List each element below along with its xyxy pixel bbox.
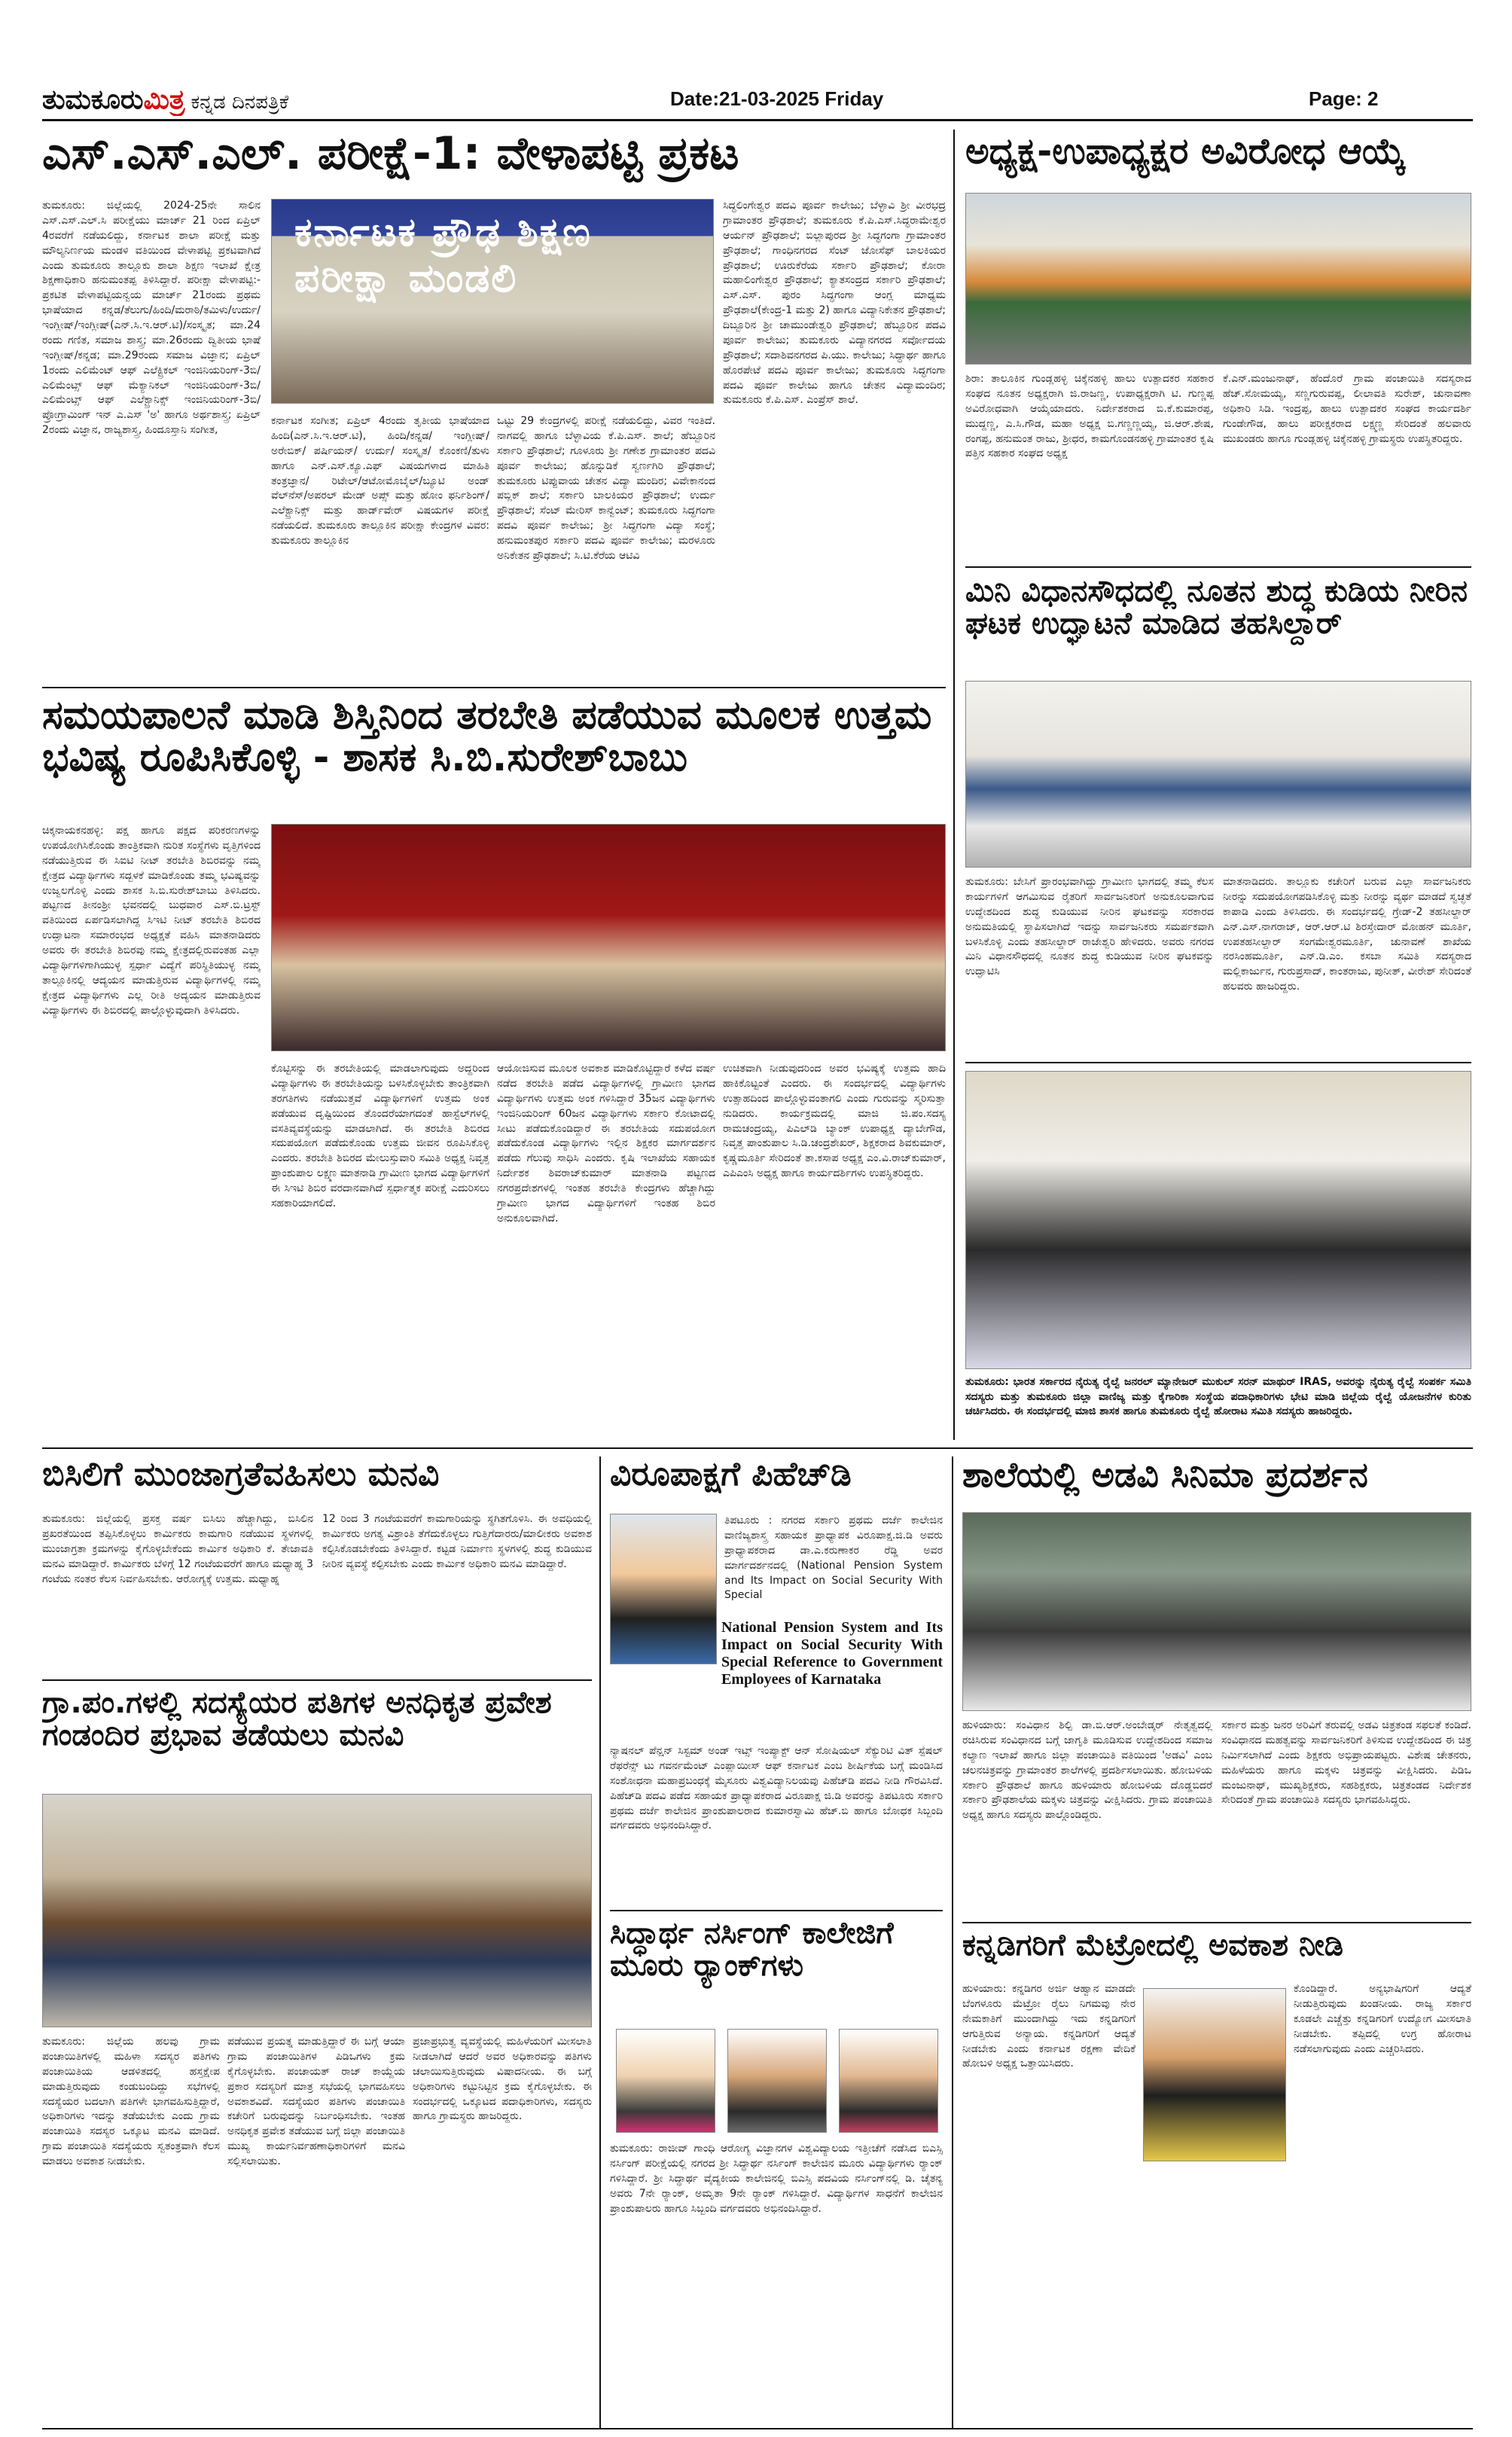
virupaksha-col1: ತಿಪಟೂರು : ನಗರದ ಸರ್ಕಾರಿ ಪ್ರಥಮ ದರ್ಜೆ ಕಾಲೇಜಿನ ವಾಣಿಜ್ಯಶಾಸ್ತ್ರ ಸಹಾಯಕ ಪ್ರಾಧ್ಯಾಪಕ ವಿರೂಪಾಕ್ಷ.ಜಿ.ಡಿ ಅವರು ಪ್ರಾಧ್ಯಾಪಕರಾದ ಡಾ.ಎ.ಕರುಣಾಕರ ರೆಡ್ಡಿ ಅವರ ಮಾರ್ಗದರ್ಶನದಲ್ಲಿ (National Pension System and Its Impact on Social Security With Special xyxy=(724,1514,943,1602)
punctuality-col2: ಕೊಟ್ಟಿಸನ್ನು ಈ ತರಬೇತಿಯಲ್ಲಿ ಮಾಡಲಾಗುವುದು ಅದ್ದರಿಂದ ವಿದ್ಯಾರ್ಥಿಗಳು ಈ ತರಬೇತಿಯನ್ನು ಬಳಸಿಕೊಳ್ಳಬೇಕು ತಾಂತ್ರಿಕವಾಗಿ ತರಗತಿಗಳು ನಡೆಯುತ್ತವೆ ವಿದ್ಯಾರ್ಥಿಗಳಿಗೆ ಉತ್ತಮ ಅಂಕ ಪಡೆಯುವ ದೃಷ್ಟಿಯಿಂದ ತೊಂದರೆಯಾಗದಂತೆ ಹಾಸ್ಟೆಲ್‌ಗಳಲ್ಲಿ ವಸತಿವ್ಯವಸ್ಥೆಯನ್ನು ಮಾಡಲಾಗಿದೆ. ಈ ತರಬೇತಿ ಶಿಬಿರದ ಸದುಪಯೋಗ ಪಡೆದುಕೊಂಡು ಉತ್ತಮ ಜೀವನ ರೂಪಿಸಿಕೊಳ್ಳಿ ಎಂದರು. ತರಬೇತಿ ಶಿಬಿರದ ಮೇಲುಸ್ತುವಾರಿ ಸಮಿತಿ ಅಧ್ಯಕ್ಷ ನಿವೃತ್ತ ಪ್ರಾಂಶುಪಾಲ ಲಕ್ಷ್ಮಣ ಮಾತನಾಡಿ ಗ್ರಾಮೀಣ ಭಾಗದ ವಿದ್ಯಾರ್ಥಿಗಳಿಗೆ ಈ ಸಿಇಟಿ ಶಿಬಿರ ವರದಾನವಾಗಿದೆ ಸ್ಪರ್ಧಾತ್ಮಕ ಪರೀಕ್ಷೆ ಎದುರಿಸಲು ಸಹಕಾರಿಯಾಗಲಿದೆ. xyxy=(271,1063,489,1209)
column-divider-right xyxy=(953,130,955,1440)
railway-meeting-photo xyxy=(965,1071,1471,1369)
water-unit-photo xyxy=(965,681,1471,868)
sslc-col3: ಒಟ್ಟು 29 ಕೇಂದ್ರಗಳಲ್ಲಿ ಪರೀಕ್ಷೆ ನಡೆಯಲಿದ್ದು, ವಿವರ ಇಂತಿದೆ. ನಾಗವಲ್ಲಿ ಹಾಗೂ ಬೆಳ್ಳಾವಿಯ ಕೆ.ಪಿ.ಎಸ್. ಶಾಲೆ; ಹೆಬ್ಬೂರಿನ ಸರ್ಕಾರಿ ಪ್ರೌಢಶಾಲೆ; ಗೂಳೂರು ಶ್ರೀ ಗಣೇಶ ಗ್ರಾಮಾಂತರ ಪದವಿ ಪೂರ್ವ ಕಾಲೇಜು; ಹೊನ್ನುಡಿಕೆ ಸ್ವರ್ಣಗಿರಿ ಪ್ರೌಢಶಾಲೆ; ತುಮಕೂರು ಟಿಪ್ಪುವಾಯ ಚೇತನ ವಿದ್ಯಾ ಮಂದಿರ; ವಿವೇಕಾನಂದ ಪಬ್ಲಿಕ್ ಶಾಲೆ; ಸರ್ಕಾರಿ ಬಾಲಕಿಯರ ಪ್ರೌಢಶಾಲೆ; ಉರ್ದು ಪ್ರೌಢಶಾಲೆ; ಸೆಂಟ್ ಮೇರಿಸ್ ಕಾನ್ವೆಂಟ್; ತುಮಕೂರು ಸಿದ್ಧಗಂಗಾ ಪದವಿ ಪೂರ್ವ ಕಾಲೇಜು; ಶ್ರೀ ಸಿದ್ಧಗಂಗಾ ವಿದ್ಯಾ ಸಂಸ್ಥೆ; ಹನುಮಂತಪುರ ಸರ್ಕಾರಿ ಪದವಿ ಪೂರ್ವ ಕಾಲೇಜು; ಮರಳೂರು ಅನಿಕೇತನ ಪ್ರೌಢಶಾಲೆ; ಸಿ.ಟಿ.ಕೆರೆಯ ಆಟಿವಿ xyxy=(497,415,715,562)
cinema-group-photo xyxy=(962,1512,1471,1711)
memorandum-photo xyxy=(42,1794,592,2027)
sslc-col2: ಕರ್ನಾಟಕ ಸಂಗೀತ; ಏಪ್ರಿಲ್ 4ರಂದು ತೃತೀಯ ಭಾಷೆಯಾದ ಹಿಂದಿ(ಎನ್.ಸಿ.ಇ.ಆರ್.ಟಿ), ಹಿಂದಿ/ಕನ್ನಡ/ ಇಂಗ್ಲೀಷ್/ ಅರೇಬಿಕ್/ ಪರ್ಷಿಯನ್/ ಉರ್ದು/ ಸಂಸ್ಕೃತ/ ಕೊಂಕಣಿ/ತುಳು ಹಾಗೂ ಎನ್.ಎಸ್.ಕ್ಯೂ.ಎಫ್ ವಿಷಯಗಳಾದ ಮಾಹಿತಿ ತಂತ್ರಜ್ಞಾನ/ ರಿಟೇಲ್/ಆಟೋಮೊಬೈಲ್/ಬ್ಯೂಟಿ ಅಂಡ್ ವೆಲ್‌ನೆಸ್/ಅಪರಲ್ ಮೇಡ್ ಅಪ್ಸ್ ಮತ್ತು ಹೋಂ ಫರ್ನಿಶಿಂಗ್/ಎಲೆಕ್ಟ್ರಾನಿಕ್ಸ್ ಮತ್ತು ಹಾರ್ಡ್‌ವೇರ್ ವಿಷಯಗಳ ಪರೀಕ್ಷೆ ನಡೆಯಲಿದೆ. ತುಮಕೂರು ತಾಲ್ಲೂಕಿನ ಪರೀಕ್ಷಾ ಕೇಂದ್ರಗಳ ವಿವರ: ತುಮಕೂರು ತಾಲ್ಲೂಕಿನ xyxy=(271,415,489,547)
virupaksha-col2: ನ್ಯಾಷನಲ್ ಪೆನ್ಷನ್ ಸಿಸ್ಟಮ್ ಅಂಡ್ ಇಟ್ಸ್ ಇಂಪ್ಯಾಕ್ಟ್ ಆನ್ ಸೋಷಿಯಲ್ ಸೆಕ್ಯುರಿಟಿ ವಿತ್ ಸ್ಪೆಷಲ್ ರೆಫರೆನ್ಸ್ ಟು ಗವರ್ನಮೆಂಟ್ ಎಂಪ್ಲಾಯೀಸ್ ಆಫ್ ಕರ್ನಾಟಕ ಎಂಬ ಶೀರ್ಷಿಕೆಯ ಬಗ್ಗೆ ಮಂಡಿಸಿದ ಸಂಶೋಧನಾ ಮಹಾಪ್ರಬಂಧಕ್ಕೆ ಮೈಸೂರು ವಿಶ್ವವಿದ್ಯಾನಿಲಯವು ಪಿಹೆಚ್‌ಡಿ ಪದವಿ ನೀಡಿ ಗೌರವಿಸಿದೆ. ಪಿಹೆಚ್‌ಡಿ ಪದವಿ ಪಡೆದ ಸಹಾಯಕ ಪ್ರಾಧ್ಯಾಪಕರಾದ ವಿರೂಪಾಕ್ಷ ಜಿ.ಡಿ ಅವರನ್ನು ತಿಪಟೂರು ಸರ್ಕಾರಿ ಪ್ರಥಮ ದರ್ಜೆ ಕಾಲೇಜಿನ ಪ್ರಾಂಶುಪಾಲರಾದ ಕುಮಾರಸ್ವಾಮಿ ಹೆಚ್.ಬಿ ಹಾಗೂ ಬೋಧಕ ಸಿಬ್ಬಂದಿ ವರ್ಗದವರು ಅಭಿನಂದಿಸಿದ್ದಾರೆ. xyxy=(610,1745,943,1832)
president-col1: ಶಿರಾ: ತಾಲೂಕಿನ ಗುಂಡ್ಲಹಳ್ಳಿ ಚಿಕ್ಕೆನಹಳ್ಳಿ ಹಾಲು ಉತ್ಪಾದಕರ ಸಹಕಾರ ಸಂಘದ ನೂತನ ಅಧ್ಯಕ್ಷರಾಗಿ ಜಿ.ರಾಜಣ್ಣ, ಉಪಾಧ್ಯಕ್ಷರಾಗಿ ಟಿ. ಗುಣ್ಣಪ್ಪ ಅವಿರೋಧವಾಗಿ ಆಯ್ಕೆಯಾದರು. ನಿರ್ದೇಶಕರಾದ ಬಿ.ಕೆ.ಕುಮಾರಪ್ಪ, ಮುದ್ದಣ್ಣ, ಎ.ಸಿ.ಗೌಡ, ಮಹಾ ಅಧ್ಯಕ್ಷ ಬಿ.ಗಣ್ಣಣ್ಣಯ್ಯ, ಜಿ.ಆರ್.ಶೇಷ, ರಂಗಪ್ಪ, ಹನುಮಂತ ರಾಜು, ಶ್ರೀಧರ, ಕಾಮಗೊಂಡನಹಳ್ಳಿ ಗ್ರಾಮಾಂತರ ಕೃಷಿ ಪತ್ತಿನ ಸಹಕಾರ ಸಂಘದ ಅಧ್ಯಕ್ಷ xyxy=(965,373,1214,460)
rule-lower-right xyxy=(962,1922,1471,1923)
rule-mid xyxy=(42,1447,1473,1449)
virupaksha-headline: ವಿರೂಪಾಕ್ಷಗೆ ಪಿಹೆಚ್‌ಡಿ xyxy=(610,1456,852,1493)
cinema-col1: ಹುಳಿಯಾರು: ಸಂವಿಧಾನ ಶಿಲ್ಪಿ ಡಾ.ಬಿ.ಆರ್.ಅಂಬೇಡ್ಕರ್ ನೇತೃತ್ವದಲ್ಲಿ ರಚಿಸಿರುವ ಸಂವಿಧಾನದ ಬಗ್ಗೆ ಜಾಗೃತಿ ಮೂಡಿಸುವ ಉದ್ದೇಶದಿಂದ ಸಮಾಜ ಕಲ್ಯಾಣ ಇಲಾಖೆ ಹಾಗೂ ಜಿಲ್ಲಾ ಪಂಚಾಯಿತಿ ವತಿಯಿಂದ 'ಅಡವಿ' ಎಂಬ ಚಲನಚಿತ್ರವನ್ನು ಗ್ರಾಮಾಂತರ ಶಾಲೆಗಳಲ್ಲಿ ಪ್ರದರ್ಶಿಸಲಾಯಿತು. ಹೋಬಳಿಯ ಸರ್ಕಾರಿ ಪ್ರೌಢಶಾಲೆ ಹಾಗೂ ಹುಳಿಯಾರು ಹೋಬಳಿಯ ದೊಡ್ಡಬಿದರೆ ಸರ್ಕಾರಿ ಪ್ರೌಢಶಾಲೆಯ ಮಕ್ಕಳು ಚಿತ್ರವನ್ನು ವೀಕ್ಷಿಸಿದರು. ಗ್ರಾಮ ಪಂಚಾಯಿತಿ ಅಧ್ಯಕ್ಷ ಹಾಗೂ ಸದಸ್ಯರು ಪಾಲ್ಗೊಂಡಿದ್ದರು. xyxy=(962,1719,1212,1822)
page-number: Page: 2 xyxy=(1309,87,1379,110)
women-col1: ತುಮಕೂರು: ಜಿಲ್ಲೆಯ ಹಲವು ಗ್ರಾಮ ಪಂಚಾಯಿತಿಗಳಲ್ಲಿ ಮಹಿಳಾ ಸದಸ್ಯರ ಪತಿಗಳು ಪಂಚಾಯಿತಿಯ ಆಡಳಿತದಲ್ಲಿ ಹಸ್ತಕ್ಷೇಪ ಮಾಡುತ್ತಿರುವುದು ಕಂಡುಬಂದಿದ್ದು ಸಭೆಗಳಲ್ಲಿ ಸದಸ್ಯೆಯರ ಬದಲಾಗಿ ಪತಿಗಳೇ ಭಾಗವಹಿಸುತ್ತಿದ್ದಾರೆ, ಅಧಿಕಾರಿಗಳು ಇದನ್ನು ತಡೆಯಬೇಕು ಎಂದು ಗ್ರಾಮ ಪಂಚಾಯಿತಿ ಸದಸ್ಯರ ಒಕ್ಕೂಟ ಮನವಿ ಮಾಡಿದೆ. ಗ್ರಾಮ ಪಂಚಾಯಿತಿ ಸದಸ್ಯೆಯರು ಸ್ವತಂತ್ರವಾಗಿ ಕೆಲಸ ಮಾಡಲು ಅವಕಾಶ ನೀಡಬೇಕು. xyxy=(42,2036,220,2167)
rule-left-1 xyxy=(42,687,946,688)
rule-right-1 xyxy=(965,566,1471,568)
punctuality-col4: ಉಚಿತವಾಗಿ ನೀಡುವುದರಿಂದ ಅವರ ಭವಿಷ್ಯಕ್ಕೆ ಉತ್ತಮ ಹಾದಿ ಹಾಕಿಕೊಟ್ಟಂತೆ ಎಂದರು. ಈ ಸಂದರ್ಭದಲ್ಲಿ ವಿದ್ಯಾರ್ಥಿಗಳು ಉತ್ಸಾಹದಿಂದ ಪಾಲ್ಗೊಳ್ಳುವಂತಾಗಲಿ ಎಂದು ಗುರುವನ್ನು ಸ್ಮರಿಸುತ್ತಾ ನುಡಿದರು. ಕಾರ್ಯಕ್ರಮದಲ್ಲಿ ಮಾಜಿ ಜಿ.ಪಂ.ಸದಸ್ಯ ರಾಮಚಂದ್ರಯ್ಯ, ಪಿಎಲ್‌ಡಿ ಬ್ಯಾಂಕ್ ಉಪಾಧ್ಯಕ್ಷ ದ್ಯಾಬೇಗೌಡ, ನಿವೃತ್ತ ಪಾಂಶುಪಾಲ ಸಿ.ಡಿ.ಚಂದ್ರಶೇಖರ್, ಶಿಕ್ಷಕರಾದ ಶಿವಕುಮಾರ್, ಕೃಷ್ಣಮೂರ್ತಿ ಸೇರಿದಂತೆ ತಾ.ಕಸಾಪ ಅಧ್ಯಕ್ಷ ಎಂ.ವಿ.ರಾಜ್‌ಕುಮಾರ್, ಎಪಿಎಂಸಿ ಅಧ್ಯಕ್ಷ ಹಾಗೂ ಕಾರ್ಯದರ್ಶಿಗಳು ಉಪಸ್ಥಿತರಿದ್ದರು. xyxy=(723,1063,946,1180)
virupaksha-portrait xyxy=(610,1514,717,1664)
women-col3: ಪ್ರಜಾಪ್ರಭುತ್ವ ವ್ಯವಸ್ಥೆಯಲ್ಲಿ ಮಹಿಳೆಯರಿಗೆ ಮೀಸಲಾತಿ ನೀಡಲಾಗಿದೆ ಆದರೆ ಅವರ ಅಧಿಕಾರವನ್ನು ಪತಿಗಳು ಚಲಾಯಿಸುತ್ತಿರುವುದು ವಿಷಾದನೀಯ. ಈ ಬಗ್ಗೆ ಅಧಿಕಾರಿಗಳು ಕಟ್ಟುನಿಟ್ಟಿನ ಕ್ರಮ ಕೈಗೊಳ್ಳಬೇಕು. ಈ ಸಂದರ್ಭದಲ್ಲಿ ಒಕ್ಕೂಟದ ಪದಾಧಿಕಾರಿಗಳು, ಸದಸ್ಯರು ಹಾಗೂ ಗ್ರಾಮಸ್ಥರು ಹಾಜರಿದ್ದರು. xyxy=(413,2036,592,2123)
punctuality-col3: ಆಯೋಜಿಸುವ ಮೂಲಕ ಅವಕಾಶ ಮಾಡಿಕೊಟ್ಟಿದ್ದಾರೆ ಕಳೆದ ವರ್ಷ ನಡೆದ ತರಬೇತಿ ಪಡೆದ ವಿದ್ಯಾರ್ಥಿಗಳಲ್ಲಿ ಗ್ರಾಮೀಣ ಭಾಗದ ವಿದ್ಯಾರ್ಥಿಗಳು ಉತ್ತಮ ಅಂಕ ಗಳಿಸಿದ್ದಾರೆ 35ಜನ ವಿದ್ಯಾರ್ಥಿಗಳು ಇಂಜಿನಿಯರಿಂಗ್ 60ಜನ ವಿದ್ಯಾರ್ಥಿಗಳು ಸರ್ಕಾರಿ ಕೋಟಾದಲ್ಲಿ ಸೀಟು ಪಡೆದುಕೊಂಡಿದ್ದಾರೆ ಈ ತರಬೇತಿಯ ಸದುಪಯೋಗ ಪಡೆದುಕೊಂಡ ವಿದ್ಯಾರ್ಥಿಗಳು ಇಲ್ಲಿನ ಶಿಕ್ಷಕರ ಮಾರ್ಗದರ್ಶನ ಪಡೆದು ಗೆಲುವು ಸಾಧಿಸಿ ಎಂದರು. ಕೃಷಿ ಇಲಾಖೆಯ ಸಹಾಯಕ ನಿರ್ದೇಶಕ ಶಿವರಾಜ್‌ಕುಮಾರ್ ಮಾತನಾಡಿ ಪಟ್ಟಣದ ನಗರಪ್ರದೇಶಗಳಲ್ಲಿ ಇಂತಹ ತರಬೇತಿ ಕೇಂದ್ರಗಳು ಹೆಚ್ಚಾಗಿದ್ದು ಗ್ರಾಮೀಣ ಭಾಗದ ವಿದ್ಯಾರ್ಥಿಗಳಿಗೆ ಇಂತಹ ಶಿಬಿರ ಅನುಕೂಲವಾಗಿದೆ. xyxy=(497,1063,715,1225)
heat-col2: 12 ರಿಂದ 3 ಗಂಟೆಯವರೆಗೆ ಕಾಮಗಾರಿಯನ್ನು ಸ್ಥಗಿತಗೊಳಿಸಿ. ಈ ಅವಧಿಯಲ್ಲಿ ಕಾರ್ಮಿಕರು ಅಗತ್ಯ ವಿಶ್ರಾಂತಿ ತೆಗೆದುಕೊಳ್ಳಲು ಗುತ್ತಿಗೆದಾರರು/ಮಾಲೀಕರು ಅವಕಾಶ ಕಲ್ಪಿಸಿಕೊಡಬೇಕೆಂದು ತಿಳಿಸಿದ್ದಾರೆ. ಕಟ್ಟಡ ನಿರ್ಮಾಣ ಸ್ಥಳಗಳಲ್ಲಿ ಶುದ್ಧ ಕುಡಿಯುವ ನೀರಿನ ವ್ಯವಸ್ಥೆ ಕಲ್ಪಿಸಬೇಕು ಎಂದು ಕಾರ್ಮಿಕ ಅಧಿಕಾರಿ ಮನವಿ ಮಾಡಿದ್ದಾರೆ. xyxy=(322,1513,592,1570)
rank-student-photo-1 xyxy=(616,2029,715,2133)
heat-col1: ತುಮಕೂರು: ಜಿಲ್ಲೆಯಲ್ಲಿ ಪ್ರಸಕ್ತ ವರ್ಷ ಬಿಸಿಲು ಹೆಚ್ಚಾಗಿದ್ದು, ಬಿಸಿಲಿನ ಪ್ರಖರತೆಯಿಂದ ತಪ್ಪಿಸಿಕೊಳ್ಳಲು ಕಾರ್ಮಿಕರು ಕಾಮಗಾರಿ ನಡೆಯುವ ಸ್ಥಳಗಳಲ್ಲಿ ಮುಂಜಾಗ್ರತಾ ಕ್ರಮಗಳನ್ನು ಕೈಗೊಳ್ಳಬೇಕೆಂದು ಕಾರ್ಮಿಕ ಅಧಿಕಾರಿ ಕೆ. ತೇಜಾವತಿ ಮನವಿ ಮಾಡಿದ್ದಾರೆ. ಕಾರ್ಮಿಕರು ಬೆಳಿಗ್ಗೆ 12 ಗಂಟೆಯವರೆಗೆ ಹಾಗೂ ಮಧ್ಯಾಹ್ನ 3 ಗಂಟೆಯ ನಂತರ ಕೆಲಸ ನಿರ್ವಹಿಸಬೇಕು. ಆರೋಗ್ಯಕ್ಕೆ ಉತ್ತಮ. ಮಧ್ಯಾಹ್ನ xyxy=(42,1513,313,1585)
president-headline: ಅಧ್ಯಕ್ಷ-ಉಪಾಧ್ಯಕ್ಷರ ಅವಿರೋಧ ಆಯ್ಕೆ xyxy=(965,133,1406,172)
masthead-subtitle: ಕನ್ನಡ ದಿನಪತ್ರಿಕೆ xyxy=(191,91,289,114)
masthead-name-part1: ತುಮಕೂರು xyxy=(42,84,144,115)
rule-lower-left xyxy=(42,1679,592,1681)
siddartha-headline: ಸಿದ್ಧಾರ್ಥ ನರ್ಸಿಂಗ್ ಕಾಲೇಜಿಗೆ ಮೂರು ರ್‍ಯಾಂಕ್‌ಗಳು xyxy=(610,1917,894,1984)
cinema-col2: ಸರ್ಕಾರ ಮತ್ತು ಜನರ ಅರಿವಿಗೆ ತರುವಲ್ಲಿ ಅಡವಿ ಚಿತ್ರತಂಡ ಸಫಲತೆ ಕಂಡಿದೆ. ಸಂವಿಧಾನದ ಮಹತ್ವವನ್ನು ಸಾರ್ವಜನಿಕರಿಗೆ ತಿಳಿಸುವ ಉದ್ದೇಶದಿಂದ ಈ ಚಿತ್ರ ನಿರ್ಮಿಸಲಾಗಿದೆ ಎಂದು ಶಿಕ್ಷಕರು ಅಭಿಪ್ರಾಯಪಟ್ಟರು. ವಿಶೇಷ ಚೇತನರು, ಮಹಿಳೆಯರು ಹಾಗೂ ಮಕ್ಕಳು ಚಿತ್ರವನ್ನು ವೀಕ್ಷಿಸಿದರು. ಪಿಡಿಒ ಮಂಜುನಾಥ್, ಮುಖ್ಯಶಿಕ್ಷಕರು, ಸಹಶಿಕ್ಷಕರು, ಚಿತ್ರತಂಡದ ನಿರ್ದೇಶಕ ಸೇರಿದಂತೆ ಗ್ರಾಮ ಪಂಚಾಯಿತಿ ಸದಸ್ಯರು ಭಾಗವಹಿಸಿದ್ದರು. xyxy=(1221,1719,1471,1807)
issue-date: Date:21-03-2025 Friday xyxy=(670,87,884,110)
masthead-rule xyxy=(42,119,1473,121)
masthead-title xyxy=(42,84,288,116)
water-col1: ತುಮಕೂರು: ಬೇಸಿಗೆ ಪ್ರಾರಂಭವಾಗಿದ್ದು ಗ್ರಾಮೀಣ ಭಾಗದಲ್ಲಿ ತಮ್ಮ ಕೆಲಸ ಕಾರ್ಯಗಳಿಗೆ ಆಗಮಿಸುವ ರೈತರಿಗೆ ಸಾರ್ವಜನಿಕರಿಗೆ ಅನುಕೂಲವಾಗುವ ಉದ್ದೇಶದಿಂದ ಶುದ್ಧ ಕುಡಿಯುವ ನೀರಿನ ಘಟಕವನ್ನು ಸರಕಾರದ ಅನುಮತಿಯಲ್ಲಿ ಸ್ಥಾಪಿಸಲಾಗಿದೆ ಇದನ್ನು ಸಾರ್ವಜನಿಕರು ಸಮರ್ಪಕವಾಗಿ ಬಳಸಿಕೊಳ್ಳಿ ಎಂದು ತಹಸೀಲ್ದಾರ್ ರಾಜೇಶ್ವರಿ ಹೇಳಿದರು. ಅವರು ನಗರದ ಮಿನಿ ವಿಧಾನಸೌಧದಲ್ಲಿ ನೂತನ ಶುದ್ಧ ಕುಡಿಯುವ ನೀರಿನ ಘಟಕವನ್ನು ಉದ್ಘಾಟಿಸಿ xyxy=(965,876,1214,978)
cooperative-group-photo xyxy=(965,193,1471,364)
rule-lower-middle xyxy=(610,1910,943,1911)
column-divider-middle xyxy=(599,1456,601,2428)
masthead-name-part2: ಮಿತ್ರ xyxy=(143,84,185,115)
metro-col1: ಹುಳಿಯಾರು: ಕನ್ನಡಿಗರ ಅರ್ಜಿ ಆಹ್ವಾನ ಮಾಡದೇ ಬೆಂಗಳೂರು ಮೆಟ್ರೋ ರೈಲು ನಿಗಮವು ನೇರ ನೇಮಕಾತಿಗೆ ಮುಂದಾಗಿದ್ದು ಇದು ಕನ್ನಡಿಗರಿಗೆ ಆಗುತ್ತಿರುವ ಅನ್ಯಾಯ. ಕನ್ನಡಿಗರಿಗೆ ಆದ್ಯತೆ ನೀಡಬೇಕು ಎಂದು ಕರ್ನಾಟಕ ರಕ್ಷಣಾ ವೇದಿಕೆ ಹೋಬಳಿ ಅಧ್ಯಕ್ಷ ಒತ್ತಾಯಿಸಿದರು. xyxy=(962,1983,1136,2070)
cinema-headline: ಶಾಲೆಯಲ್ಲಿ ಅಡವಿ ಸಿನಿಮಾ ಪ್ರದರ್ಶನ xyxy=(962,1456,1368,1495)
sslc-col4: ಸಿದ್ಧಲಿಂಗೇಶ್ವರ ಪದವಿ ಪೂರ್ವ ಕಾಲೇಜು; ಬೆಳ್ಳಾವಿ ಶ್ರೀ ವೀರಭದ್ರ ಗ್ರಾಮಾಂತರ ಪ್ರೌಢಶಾಲೆ; ತುಮಕೂರು ಕೆ.ಪಿ.ಎಸ್.ಸಿದ್ಧರಾಮೇಶ್ವರ ಆರ್ಯನ್ ಪ್ರೌಢಶಾಲೆ; ಬಿಲ್ಲಾಪುರದ ಶ್ರೀ ಸಿದ್ಧಗಂಗಾ ಗ್ರಾಮಾಂತರ ಪ್ರೌಢಶಾಲೆ; ಗಾಂಧಿನಗರದ ಸೆಂಟ್ ಜೋಸೆಫ್ ಬಾಲಕಿಯರ ಪ್ರೌಢಶಾಲೆ; ಊರುಕೆರೆಯ ಸರ್ಕಾರಿ ಪ್ರೌಢಶಾಲೆ; ಕೋರಾ ಮಹಾಲಿಂಗೇಶ್ವರ ಪ್ರೌಢಶಾಲೆ; ಕ್ಯಾತಸಂದ್ರದ ಸರ್ಕಾರಿ ಪ್ರೌಢಶಾಲೆ; ಎಸ್.ಎಸ್. ಪುರಂ ಸಿದ್ಧಗಂಗಾ ಆಂಗ್ಲ ಮಾಧ್ಯಮ ಪ್ರೌಢಶಾಲೆ(ಕೇಂದ್ರ-1 ಮತ್ತು 2) ಹಾಗೂ ವಿದ್ಯಾನಿಕೇತನ ಪ್ರೌಢಶಾಲೆ; ದಿಬ್ಬೂರಿನ ಶ್ರೀ ಚಾಮುಂಡೇಶ್ವರಿ ಪ್ರೌಢಶಾಲೆ; ಹೆಬ್ಬೂರಿನ ಪದವಿ ಪೂರ್ವ ಕಾಲೇಜು; ತುಮಕೂರು ವಿದ್ಯಾನಗರದ ಸರ್ವೋದಯ ಪ್ರೌಢಶಾಲೆ; ಸದಾಶಿವನಗರದ ಪಿ.ಯು. ಕಾಲೇಜು; ಸಿದ್ಧಾರ್ಥ ಹಾಗೂ ಹೊರಪೇಟೆ ಪದವಿ ಪೂರ್ವ ಕಾಲೇಜು; ತುಮಕೂರು ಸಿದ್ಧಗಂಗಾ ಪದವಿ ಪೂರ್ವ ಕಾಲೇಜು ಹಾಗೂ ಚೇತನ ವಿದ್ಯಾಮಂದಿರ; ತುಮಕೂರು ಕೆ.ಪಿ.ಎಸ್. ಎಂಪ್ರೆಸ್ ಶಾಲೆ. xyxy=(723,200,946,407)
column-divider-right-lower xyxy=(952,1456,953,2428)
punctuality-headline: ಸಮಯಪಾಲನೆ ಮಾಡಿ ಶಿಸ್ತಿನಿಂದ ತರಬೇತಿ ಪಡೆಯುವ ಮೂಲಕ ಉತ್ತಮ ಭವಿಷ್ಯ ರೂಪಿಸಿಕೊಳ್ಳಿ - ಶಾಸಕ ಸಿ.ಬಿ.ಸುರೇಶ್‌ಬಾಬು xyxy=(42,694,932,781)
sslc-headline: ಎಸ್.ಎಸ್.ಎಲ್. ಪರೀಕ್ಷೆ-1: ವೇಳಾಪಟ್ಟಿ ಪ್ರಕಟ xyxy=(42,130,739,180)
metro-col2: ಕೊಂಡಿದ್ದಾರೆ. ಅನ್ಯಭಾಷಿಗರಿಗೆ ಆದ್ಯತೆ ನೀಡುತ್ತಿರುವುದು ಖಂಡನೀಯ. ರಾಜ್ಯ ಸರ್ಕಾರ ಕೂಡಲೇ ಎಚ್ಚೆತ್ತು ಕನ್ನಡಿಗರಿಗೆ ಉದ್ಯೋಗ ಮೀಸಲಾತಿ ನೀಡಬೇಕು. ತಪ್ಪಿದಲ್ಲಿ ಉಗ್ರ ಹೋರಾಟ ನಡೆಸಲಾಗುವುದು ಎಂದು ಎಚ್ಚರಿಸಿದರು. xyxy=(1294,1983,1471,2055)
water-col2: ಮಾತನಾಡಿದರು. ತಾಲ್ಲೂಕು ಕಚೇರಿಗೆ ಬರುವ ಎಲ್ಲಾ ಸಾರ್ವಜನಿಕರು ನೀರನ್ನು ಸದುಪಯೋಗಪಡಿಸಿಕೊಳ್ಳಿ ಮತ್ತು ನೀರನ್ನು ವ್ಯರ್ಥ ಮಾಡದೆ ಸ್ವಚ್ಛತೆ ಕಾಪಾಡಿ ಎಂದು ತಿಳಿಸಿದರು. ಈ ಸಂದರ್ಭದಲ್ಲಿ ಗ್ರೇಡ್-2 ತಹಸೀಲ್ದಾರ್ ಎನ್.ಎಸ್.ನಾಗರಾಜ್, ಆರ್.ಆರ್.ಟಿ ಶಿರಸ್ತೇದಾರ್ ಮೋಹನ್ ಮೂರ್ತಿ, ಉಪತಹಸೀಲ್ದಾರ್ ಸಂಗಮೇಶ್ವರಮೂರ್ತಿ, ಚುನಾವಣೆ ಶಾಖೆಯ ನರಸಿಂಹಮೂರ್ತಿ, ಎನ್.ಡಿ.ಎಂ. ಕಸಬಾ ಸಮಿತಿ ಸದಸ್ಯರಾದ ಮಲ್ಲಿಕಾರ್ಜುನ, ಗುರುಪ್ರಸಾದ್, ಕಾಂತರಾಜು, ಪುನೀತ್, ವೀರೇಶ್ ಸೇರಿದಂತೆ ಹಲವರು ಹಾಜರಿದ್ದರು. xyxy=(1223,876,1471,993)
president-col2: ಕೆ.ಎನ್.ಮಂಜುನಾಥ್, ಹೆಂದೊರೆ ಗ್ರಾಮ ಪಂಚಾಯಿತಿ ಸದಸ್ಯರಾದ ಹೆಚ್.ಸೋಮಯ್ಯ, ಸಣ್ಣಗುರುವಪ್ಪ, ಲೀಲಾವತಿ ಸುರೇಶ್, ಚುನಾವಣಾ ಅಧಿಕಾರಿ ಸಿಡಿ. ಇಂದ್ರಪ್ಪ, ಹಾಲು ಉತ್ಪಾದಕರ ಸಂಘದ ಕಾರ್ಯದರ್ಶಿ ಗುಂಡೇಗೌಡ, ಹಾಲು ಪರೀಕ್ಷಕರಾದ ಲಕ್ಷ್ಮಣ್ಣ ಸೇರಿದಂತೆ ಹಲವಾರು ಮುಖಂಡರು ಹಾಗೂ ಗುಂಡ್ಲಹಳ್ಳಿ ಚಿಕ್ಕೆನಹಳ್ಳಿ ಗ್ರಾಮಸ್ಥರು ಉಪಸ್ಥಿತರಿದ್ದರು. xyxy=(1223,373,1471,445)
heat-headline: ಬಿಸಿಲಿಗೆ ಮುಂಜಾಗ್ರತೆವಹಿಸಲು ಮನವಿ xyxy=(42,1456,440,1493)
thesis-english-title: National Pension System and Its Impact on Social Security With Special Reference to Government Employees of Karnataka xyxy=(721,1619,943,1688)
railway-caption: ತುಮಕೂರು: ಭಾರತ ಸರ್ಕಾರದ ನೈರುತ್ಯ ರೈಲ್ವೆ ಜನರಲ್ ಮ್ಯಾನೇಜರ್ ಮುಕುಲ್ ಸರನ್ ಮಾಥುರ್ IRAS, ಅವರನ್ನು ನೈರುತ್ಯ ರೈಲ್ವೆ ಸಂಪರ್ಕ ಸಮಿತಿ ಸದಸ್ಯರು ಮತ್ತು ತುಮಕೂರು ಜಿಲ್ಲಾ ವಾಣಿಜ್ಯ ಮತ್ತು ಕೈಗಾರಿಕಾ ಸಂಸ್ಥೆಯ ಪದಾಧಿಕಾರಿಗಳು ಭೇಟಿ ಮಾಡಿ ಜಿಲ್ಲೆಯ ರೈಲ್ವೆ ಯೋಜನೆಗಳ ಕುರಿತು ಚರ್ಚಿಸಿದರು. ಈ ಸಂದರ್ಭದಲ್ಲಿ ಮಾಜಿ ಶಾಸಕ ಹಾಗೂ ತುಮಕೂರು ರೈಲ್ವೆ ಹೋರಾಟ ಸಮಿತಿ ಸದಸ್ಯರು ಹಾಜರಿದ್ದರು. xyxy=(965,1376,1471,1418)
women-col2: ಪಡೆಯುವ ಪ್ರಯತ್ನ ಮಾಡುತ್ತಿದ್ದಾರೆ ಈ ಬಗ್ಗೆ ಆಯಾ ಗ್ರಾಮ ಪಂಚಾಯಿತಿಗಳ ಪಿಡಿಒಗಳು ಕ್ರಮ ಕೈಗೊಳ್ಳಬೇಕು. ಪಂಚಾಯತ್ ರಾಜ್ ಕಾಯ್ದೆಯ ಪ್ರಕಾರ ಸದಸ್ಯರಿಗೆ ಮಾತ್ರ ಸಭೆಯಲ್ಲಿ ಭಾಗವಹಿಸಲು ಅವಕಾಶವಿದೆ. ಸದಸ್ಯೆಯರ ಪತಿಗಳು ಪಂಚಾಯಿತಿ ಕಚೇರಿಗೆ ಬರುವುದನ್ನು ನಿರ್ಬಂಧಿಸಬೇಕು. ಇಂತಹ ಅನಧಿಕೃತ ಪ್ರವೇಶ ತಡೆಯುವ ಬಗ್ಗೆ ಜಿಲ್ಲಾ ಪಂಚಾಯಿತಿ ಮುಖ್ಯ ಕಾರ್ಯನಿರ್ವಹಣಾಧಿಕಾರಿಗಳಿಗೆ ಮನವಿ ಸಲ್ಲಿಸಲಾಯಿತು. xyxy=(227,2036,405,2167)
sslc-col1: ತುಮಕೂರು: ಜಿಲ್ಲೆಯಲ್ಲಿ 2024-25ನೇ ಸಾಲಿನ ಎಸ್.ಎಸ್.ಎಲ್.ಸಿ ಪರೀಕ್ಷೆಯು ಮಾರ್ಚ್ 21 ರಿಂದ ಏಪ್ರಿಲ್ 4ರವರೆಗೆ ನಡೆಯಲಿದ್ದು, ಕರ್ನಾಟಕ ಶಾಲಾ ಪರೀಕ್ಷೆ ಮತ್ತು ಮೌಲ್ಯನಿರ್ಣಯ ಮಂಡಳಿ ವತಿಯಿಂದ ವೇಳಾಪಟ್ಟಿ ಪ್ರಕಟವಾಗಿದೆ ಎಂದು ತುಮಕೂರು ತಾಲ್ಲೂಕು ಶಾಲಾ ಶಿಕ್ಷಣ ಇಲಾಖೆ ಕ್ಷೇತ್ರ ಶಿಕ್ಷಣಾಧಿಕಾರಿ ಹನುಮಂತಪ್ಪ ತಿಳಿಸಿದ್ದಾರೆ. ಪರೀಕ್ಷಾ ವೇಳಾಪಟ್ಟಿ:- ಪ್ರಕಟಿತ ವೇಳಾಪಟ್ಟಿಯನ್ವಯ ಮಾರ್ಚ್ 21ರಂದು ಪ್ರಥಮ ಭಾಷೆಯಾದ ಕನ್ನಡ/ತೆಲುಗು/ಹಿಂದಿ/ಮರಾಠಿ/ತಮಿಳು/ಉರ್ದು/ಇಂಗ್ಲೀಷ್/ಇಂಗ್ಲೀಷ್(ಎನ್.ಸಿ.ಇ.ಆರ್.ಟಿ)/ಸಂಸ್ಕೃತ; ಮಾ.24 ರಂದು ಗಣಿತ, ಸಮಾಜ ಶಾಸ್ತ್ರ; ಮಾ.26ರಂದು ದ್ವಿತೀಯ ಭಾಷೆ ಇಂಗ್ಲೀಷ್/ಕನ್ನಡ; ಮಾ.29ರಂದು ಸಮಾಜ ವಿಜ್ಞಾನ; ಏಪ್ರಿಲ್ 1ರಂದು ಎಲಿಮೆಂಟ್ ಆಫ್ ಎಲೆಕ್ಟ್ರಿಕಲ್ ಇಂಜಿನಿಯರಿಂಗ್-3ಬಿ/ ಎಲಿಮೆಂಟ್ಸ್ ಆಫ್ ಮೆಕ್ಯಾನಿಕಲ್ ಇಂಜಿನಿಯರಿಂಗ್-3ಬಿ/ ಎಲಿಮೆಂಟ್ಸ್ ಆಫ್ ಎಲೆಕ್ಟ್ರಾನಿಕ್ಸ್ ಇಂಜಿನಿಯರಿಂಗ್-3ಬಿ/ ಪ್ರೋಗ್ರಾಮಿಂಗ್ ಇನ್ ಎ.ಎಸ್ 'ಅ' ಹಾಗೂ ಅರ್ಥಶಾಸ್ತ್ರ; ಏಪ್ರಿಲ್ 2ರಂದು ವಿಜ್ಞಾನ, ರಾಜ್ಯಶಾಸ್ತ್ರ, ಹಿಂದೂಸ್ತಾನಿ ಸಂಗೀತ, xyxy=(42,200,261,437)
exam-board-banner: ಕರ್ನಾಟಕ ಪ್ರೌಢ ಶಿಕ್ಷಣ ಪರೀಕ್ಷಾ ಮಂಡಲಿ xyxy=(294,210,592,301)
rank-student-photo-3 xyxy=(839,2029,938,2133)
siddartha-col1: ತುಮಕೂರು: ರಾಜೀವ್ ಗಾಂಧಿ ಆರೋಗ್ಯ ವಿಜ್ಞಾನಗಳ ವಿಶ್ವವಿದ್ಯಾಲಯ ಇತ್ತೀಚೆಗೆ ನಡೆಸಿದ ಬಿಎಸ್ಸಿ ನರ್ಸಿಂಗ್ ಪರೀಕ್ಷೆಯಲ್ಲಿ ನಗರದ ಶ್ರೀ ಸಿದ್ಧಾರ್ಥ ನರ್ಸಿಂಗ್ ಕಾಲೇಜಿನ ಮೂರು ವಿದ್ಯಾರ್ಥಿಗಳು ರ್‍ಯಾಂಕ್ ಗಳಿಸಿದ್ದಾರೆ. ಶ್ರೀ ಸಿದ್ಧಾರ್ಥ ವೈದ್ಯಕೀಯ ಕಾಲೇಜಿನಲ್ಲಿ ಬಿಎಸ್ಸಿ ಪದವಿಯ ನರ್ಸಿಂಗ್‌ನಲ್ಲಿ ಡಿ. ಚೈತನ್ಯ ಅವರು 7ನೇ ರ್‍ಯಾಂಕ್, ಅಮೃತಾ 9ನೇ ರ್‍ಯಾಂಕ್ ಗಳಿಸಿದ್ದಾರೆ. ವಿದ್ಯಾರ್ಥಿಗಳ ಸಾಧನೆಗೆ ಕಾಲೇಜಿನ ಪ್ರಾಂಶುಪಾಲರು ಹಾಗೂ ಸಿಬ್ಬಂದಿ ವರ್ಗದವರು ಅಭಿನಂದಿಸಿದ್ದಾರೆ. xyxy=(610,2143,943,2215)
page-bottom-rule xyxy=(42,2428,1473,2429)
rank-student-photo-2 xyxy=(727,2029,827,2133)
metro-portrait xyxy=(1143,1988,1286,2161)
training-stage-photo xyxy=(271,824,946,1051)
women-headline: ಗ್ರಾ.ಪಂ.ಗಳಲ್ಲಿ ಸದಸ್ಯೆಯರ ಪತಿಗಳ ಅನಧಿಕೃತ ಪ್ರವೇಶ ಗಂಡಂದಿರ ಪ್ರಭಾವ ತಡೆಯಲು ಮನವಿ xyxy=(42,1687,552,1753)
metro-headline: ಕನ್ನಡಿಗರಿಗೆ ಮೆಟ್ರೋದಲ್ಲಿ ಅವಕಾಶ ನೀಡಿ xyxy=(962,1929,1343,1963)
punctuality-col1: ಚಿಕ್ಕನಾಯಕನಹಳ್ಳಿ: ಪಕ್ಷ ಹಾಗೂ ಪಕ್ಷದ ಪರಿಕರಣಗಳನ್ನು ಉಪಯೋಗಿಸಿಕೊಂಡು ತಾಂತ್ರಿಕವಾಗಿ ನುರಿತ ಸಂಸ್ಥೆಗಳು ವೃತ್ತಿಗಳಿಂದ ನಡೆಯುತ್ತಿರುವ ಈ ಸಿಐಟಿ ನೀಟ್ ತರಬೇತಿ ಶಿಬಿರವನ್ನು ನಮ್ಮ ಕ್ಷೇತ್ರದ ವಿದ್ಯಾರ್ಥಿಗಳು ಸದ್ಬಳಕೆ ಮಾಡಿಕೊಂಡು ತಮ್ಮ ಭವಿಷ್ಯವನ್ನು ಉಜ್ವಲಗೊಳ್ಳಿ ಎಂದು ಶಾಸಕ ಸಿ.ಬಿ.ಸುರೇಶ್‌ಬಾಬು ತಿಳಿಸಿದರು. ಪಟ್ಟಣದ ತೀನಂಶ್ರೀ ಭವನದಲ್ಲಿ ಬುಧವಾರ ಎಸ್.ಬಿ.ಟ್ರಸ್ಟ್ ವತಿಯಿಂದ ಏರ್ಪಡಿಸಲಾಗಿದ್ದ ಸಿಇಟಿ ನೀಟ್ ತರಬೇತಿ ಶಿಬಿರದ ಉದ್ಘಾಟನಾ ಸಮಾರಂಭದ ಅಧ್ಯಕ್ಷತೆ ವಹಿಸಿ ಮಾತನಾಡಿದರು ಅವರು ಈ ತರಬೇತಿ ಶಿಬಿರವು ನಮ್ಮ ಕ್ಷೇತ್ರದಲ್ಲಿರುವಂತಹ ಎಲ್ಲಾ ವಿದ್ಯಾರ್ಥಿಗಳಿಗಾಗಿಯುಳ್ಳ ಸ್ಪರ್ಧಾ ವಿದ್ಯೆಗೆ ಪರಿಸ್ಥಿತಿಯುಳ್ಳ ನಮ್ಮ ತಾಲ್ಲೂಕಿನಲ್ಲಿ ಆದ್ಯಯನ ಮಾಡುತ್ತಿರುವ ವಿದ್ಯಾರ್ಥಿಗಳಲ್ಲಿ ನಮ್ಮ ಕ್ಷೇತ್ರದ ವಿದ್ಯಾರ್ಥಿಗಳು ಎಲ್ಲ ರೀತಿ ಅದ್ಯಯನ ಮಾಡುತ್ತಿರುವ ವಿದ್ಯಾರ್ಥಿಗಳು ಈ ಶಿಬಿರದಲ್ಲಿ ಪಾಲ್ಗೊಳ್ಳುವುದಾಗಿ ತಿಳಿಸಿದರು. xyxy=(42,825,261,1017)
exam-hall-photo xyxy=(271,199,714,404)
water-headline: ಮಿನಿ ವಿಧಾನಸೌಧದಲ್ಲಿ ನೂತನ ಶುದ್ಧ ಕುಡಿಯ ನೀರಿನ ಘಟಕ ಉದ್ಘಾಟನೆ ಮಾಡಿದ ತಹಸಿಲ್ದಾರ್ xyxy=(965,575,1468,642)
rule-right-2 xyxy=(965,1062,1471,1063)
